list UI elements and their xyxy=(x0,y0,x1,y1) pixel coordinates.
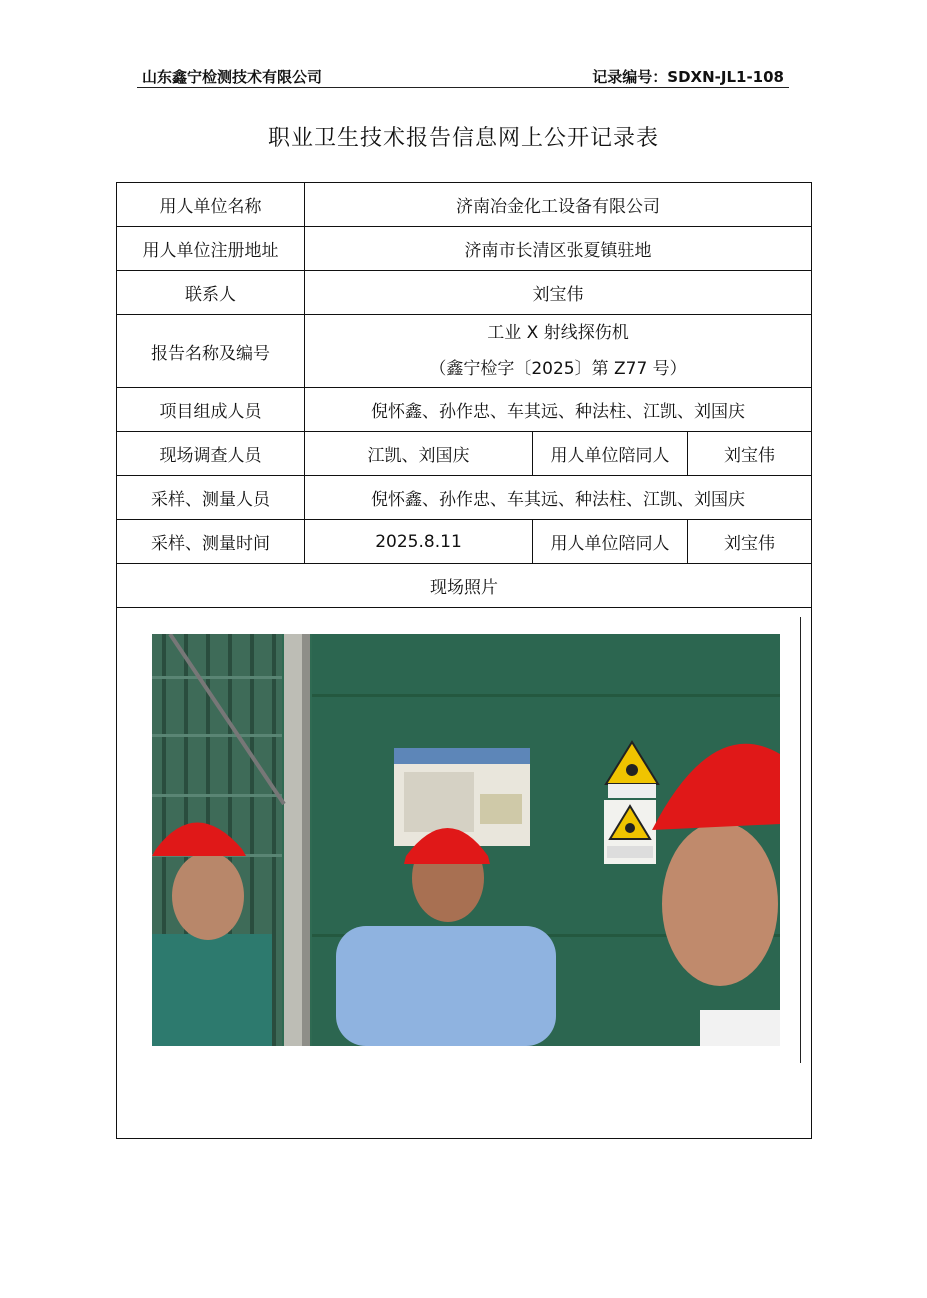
site-photo xyxy=(152,634,780,1046)
survey-label: 现场调查人员 xyxy=(117,432,305,476)
row-team xyxy=(117,388,812,432)
escort-label: 用人单位陪同人 xyxy=(533,432,688,476)
row-employer-name xyxy=(117,183,812,227)
team-value: 倪怀鑫、孙作忠、车其远、种法柱、江凯、刘国庆 xyxy=(305,388,812,432)
report-number: （鑫宁检字〔2025〕第 Z77 号） xyxy=(429,359,687,379)
contact-value: 刘宝伟 xyxy=(305,271,812,315)
escort2-label: 用人单位陪同人 xyxy=(533,520,688,564)
row-contact xyxy=(117,271,812,315)
escort-value: 刘宝伟 xyxy=(688,432,812,476)
row-address xyxy=(117,227,812,271)
report-label: 报告名称及编号 xyxy=(117,315,305,388)
sampling-value: 倪怀鑫、孙作忠、车其远、种法柱、江凯、刘国庆 xyxy=(305,476,812,520)
row-survey xyxy=(117,432,812,476)
photo-label: 现场照片 xyxy=(117,564,812,608)
sampling-label: 采样、测量人员 xyxy=(117,476,305,520)
address-label: 用人单位注册地址 xyxy=(117,227,305,271)
employer-name-value: 济南冶金化工设备有限公司 xyxy=(305,183,812,227)
employer-name-label: 用人单位名称 xyxy=(117,183,305,227)
document-title: 职业卫生技术报告信息网上公开记录表 xyxy=(267,126,659,151)
time-label: 采样、测量时间 xyxy=(117,520,305,564)
report-name: 工业 X 射线探伤机 xyxy=(487,323,629,343)
row-photo-label xyxy=(117,564,812,608)
header-rule xyxy=(137,87,789,88)
photo-side-rule xyxy=(800,617,801,1063)
address-value: 济南市长清区张夏镇驻地 xyxy=(305,227,812,271)
row-time xyxy=(117,520,812,564)
escort2-value: 刘宝伟 xyxy=(688,520,812,564)
survey-value: 江凯、刘国庆 xyxy=(305,432,533,476)
company-name: 山东鑫宁检测技术有限公司 xyxy=(142,68,323,86)
record-number: 记录编号：SDXN-JL1-108 xyxy=(592,68,784,86)
row-report xyxy=(117,315,812,388)
team-label: 项目组成人员 xyxy=(117,388,305,432)
report-value xyxy=(305,315,812,388)
row-sampling xyxy=(117,476,812,520)
contact-label: 联系人 xyxy=(117,271,305,315)
time-value: 2025.8.11 xyxy=(305,520,533,564)
